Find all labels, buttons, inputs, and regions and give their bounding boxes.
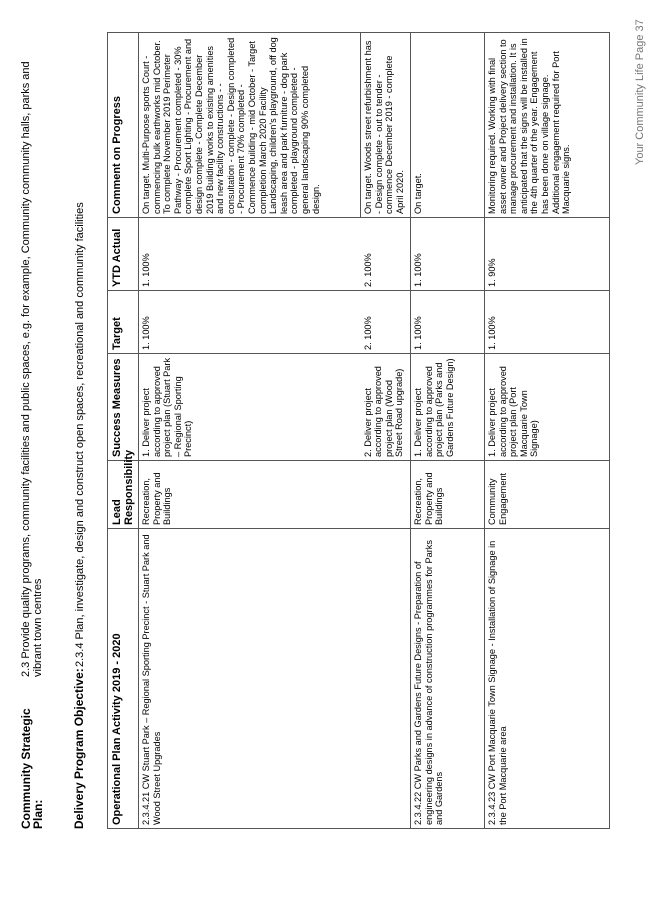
header-success-measures: Success Measures	[108, 354, 139, 461]
strategic-plan-line	[20, 37, 45, 829]
header-lead: Lead Responsibility	[108, 461, 139, 529]
ytd-cell: 1. 100%	[411, 218, 485, 291]
measure-cell: 2. Deliver project according to approved project plan (Wood Street Road upgrade)	[361, 354, 411, 461]
lead-cell: Recreation, Property and Buildings	[411, 461, 485, 529]
program-objective-text: 2.3.4 Plan, investigate, design and construct open spaces, recreational and community facilities	[74, 202, 86, 667]
table-row	[485, 33, 610, 829]
strategic-plan-label: Community Strategic Plan:	[19, 708, 45, 829]
comment-cell: On target. Multi-Purpose sports Court - commencing bulk earthworks mid October. To complete November 2019 Perimeter Pathway - Procurement completed - 30% complete Sport Lighting - Procurement and design complete - Complete December 2019 Building works to existing amenities and new facility constructions - - consultation - complete - Design completed - Procurement 70% completed - Commence building - mid October - Target completion March 2020 Facility Landscaping, children's playground, off dog leash area and park furniture - dog park completed - playground completed - general landscaping 90% completed design.	[139, 33, 361, 218]
table-row	[139, 33, 361, 829]
page-footer: Your Community Life Page 37	[634, 19, 646, 165]
target-cell: 1. 100%	[411, 291, 485, 354]
target-cell: 1. 100%	[485, 291, 610, 354]
comment-cell: On target.	[411, 33, 485, 218]
target-cell: 1. 100%	[139, 291, 361, 354]
header-ytd-actual: YTD Actual	[108, 218, 139, 291]
measure-cell: 1. Deliver project according to approved project plan (Stuart Park – Regional Sporting Precinct)	[139, 354, 361, 461]
program-objective-label: Delivery Program Objective:	[72, 668, 86, 829]
activity-cell: 2.3.4.21 CW Stuart Park – Regional Sporting Precinct - Stuart Park and Wood Street Upgrades	[139, 529, 411, 829]
ytd-cell: 1. 100%	[139, 218, 361, 291]
program-objective-line	[73, 202, 86, 829]
ytd-cell: 1. 90%	[485, 218, 610, 291]
header-comment: Comment on Progress	[108, 33, 139, 218]
activity-cell: 2.3.4.23 CW Port Macquarie Town Signage - Installation of Signage in the Port Macquarie area	[485, 529, 610, 829]
ytd-cell: 2. 100%	[361, 218, 411, 291]
operational-plan-table	[107, 32, 610, 829]
activity-cell: 2.3.4.22 CW Parks and Gardens Future Designs - Preparation of engineering designs in advance of construction programmes for Parks and Gardens	[411, 529, 485, 829]
lead-cell: Community Engagement	[485, 461, 610, 529]
table-row	[411, 33, 485, 829]
comment-cell: On target. Woods street refurbishment has - Design complete - out to tender - commence December 2019 - complete April 2020.	[361, 33, 411, 218]
header-target: Target	[108, 291, 139, 354]
header-activity: Operational Plan Activity 2019 - 2020	[108, 529, 139, 829]
target-cell: 2. 100%	[361, 291, 411, 354]
strategic-plan-text: 2.3 Provide quality programs, community facilities and public spaces, e.g. for example, Community community halls, parks and vibrant town centres	[20, 61, 44, 677]
measure-cell: 1. Deliver project according to approved project plan (Parks and Gardens Future Design)	[411, 354, 485, 461]
lead-cell: Recreation, Property and Buildings	[139, 461, 411, 529]
measure-cell: 1. Deliver project according to approved project plan (Port Macquarie Town Signage)	[485, 354, 610, 461]
table-header-row	[108, 33, 139, 829]
comment-cell: Monitoring required. Working with final asset owner and Project delivery section to manage procurement and installation. It is anticipated that the signs will be installed in the 4th quarter of the year. Engagement has been done on village signage. Additional engagement required for Port Macquarie signs.	[485, 33, 610, 218]
